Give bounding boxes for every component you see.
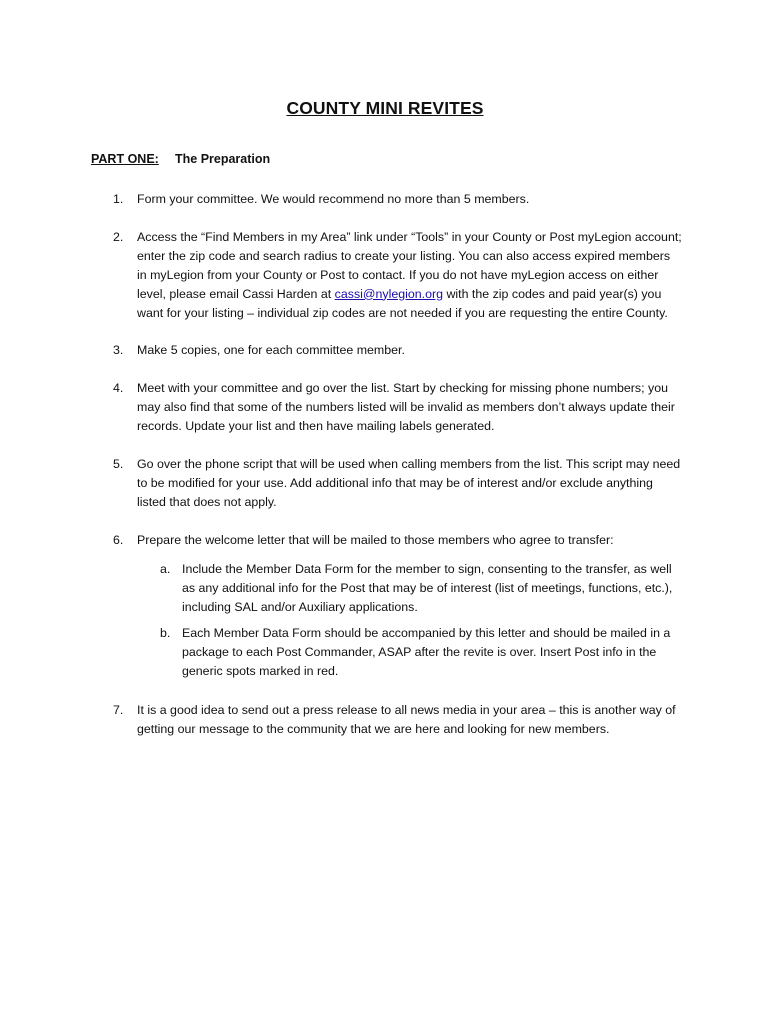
list-item xyxy=(113,341,682,360)
step-text-continued: with the zip codes and paid year(s) you want for your listing – individual zip codes are not needed if you are requesting the entire County. xyxy=(137,286,668,320)
list-item xyxy=(113,228,682,323)
part-name: The Preparation xyxy=(175,152,271,166)
page-title: COUNTY MINI REVITES xyxy=(286,98,484,118)
sub-list-item xyxy=(160,560,682,617)
step-text: Make 5 copies, one for each committee member. xyxy=(137,343,405,358)
step-text: Prepare the welcome letter that will be mailed to those members who agree to transfer: xyxy=(137,532,614,547)
email-link[interactable]: cassi@nylegion.org xyxy=(334,286,443,301)
step-number: 7. xyxy=(113,703,124,718)
list-item xyxy=(113,190,682,209)
step-text: Meet with your committee and go over the list. Start by checking for missing phone numbers; you may also find that some of the numbers listed will be invalid as members don’t always update their records. Update your list and then have mailing labels generated. xyxy=(137,381,675,434)
substep-letter: a. xyxy=(160,561,171,576)
substeps-list xyxy=(137,560,682,681)
step-text: Form your committee. We would recommend no more than 5 members. xyxy=(137,192,530,206)
step-number: 6. xyxy=(113,532,124,547)
substep-letter: b. xyxy=(160,626,171,641)
steps-list xyxy=(0,190,770,758)
part-label: PART ONE: xyxy=(91,152,159,166)
step-number: 1. xyxy=(113,192,124,206)
step-text: It is a good idea to send out a press release to all news media in your area – this is another way of getting our message to the community that we are here and looking for new members. xyxy=(137,703,676,737)
list-item xyxy=(113,701,682,739)
list-item xyxy=(113,455,682,512)
substep-text: Each Member Data Form should be accompanied by this letter and should be mailed in a package to each Post Commander, ASAP after the revite is over. Insert Post info in the generic spots marked in red. xyxy=(182,626,671,679)
step-text: Go over the phone script that will be used when calling members from the list. This script may need to be modified for your use. Add additional info that may be of interest and/or exclude anything listed that does not apply. xyxy=(137,457,681,509)
list-item xyxy=(113,531,682,681)
step-number: 3. xyxy=(113,343,124,358)
step-number: 2. xyxy=(113,229,124,244)
step-number: 4. xyxy=(113,381,124,396)
sub-list-item xyxy=(160,624,682,681)
part-heading xyxy=(91,152,270,166)
substep-text: Include the Member Data Form for the member to sign, consenting to the transfer, as well as any additional info for the Post that may be of interest (list of meetings, functions, etc.), including SAL and/or Auxiliary applications. xyxy=(182,561,673,614)
step-text: Access the “Find Members in my Area” link under “Tools” in your County or Post myLegion account; enter the zip code and search radius to create your listing. You can also access expired members in myLegion from your County or Post to contact. If you do not have myLegion access on either level, please email Cassi Harden at xyxy=(137,229,682,301)
list-item xyxy=(113,379,682,436)
step-number: 5. xyxy=(113,457,124,472)
